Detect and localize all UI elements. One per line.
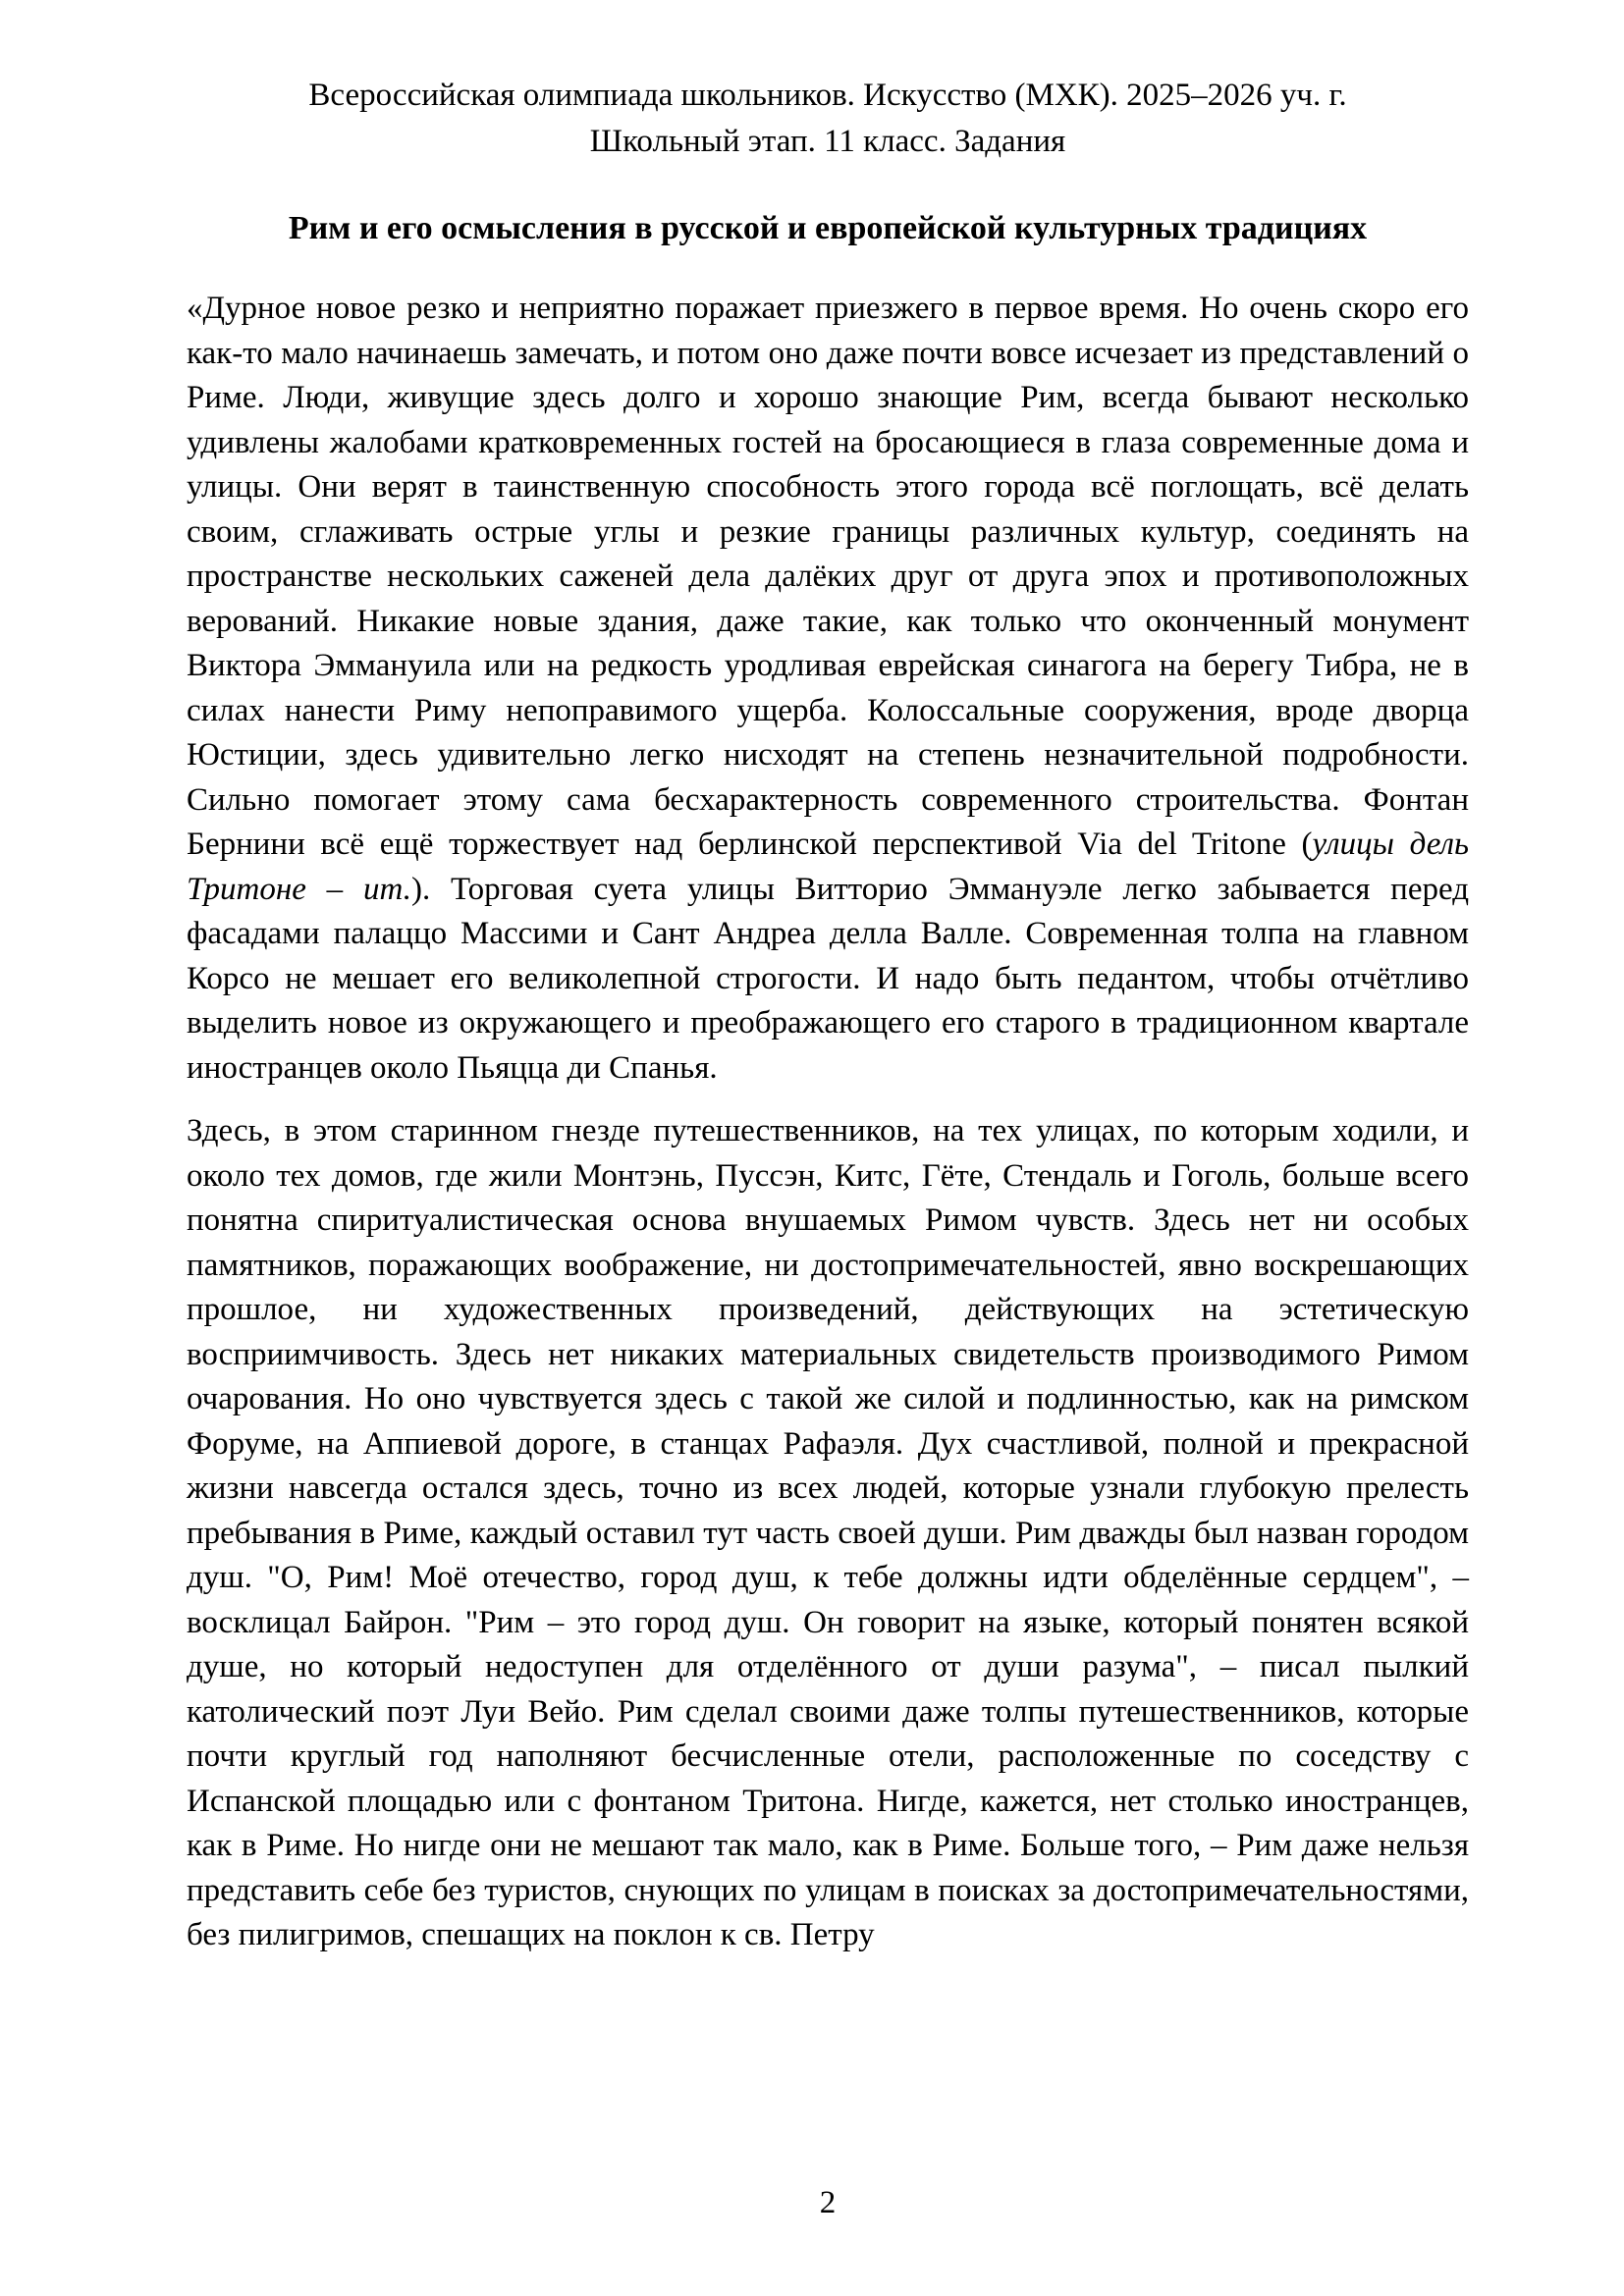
page-title: Рим и его осмысления в русской и европейской культурных традициях [288, 210, 1368, 246]
header-line-1: Всероссийская олимпиада школьников. Искусство (МХК). 2025–2026 уч. г. [308, 78, 1347, 113]
header-line-2: Школьный этап. 11 класс. Задания [589, 124, 1066, 159]
paragraph-1-italic-translation-note: улицы дель Тритоне – ит. [187, 827, 1469, 907]
paragraph-1 [187, 287, 1469, 1091]
paragraph-2 [187, 1109, 1469, 1958]
page-header [187, 73, 1469, 165]
paragraph-1-segment-1: «Дурное новое резко и неприятно поражает приезжего в первое время. Но очень скоро его как-то мало начинаешь замечать, и потом оно даже почти вовсе исчезает из представлений о Риме. Люди, живущие здесь долго и хорошо знающие Рим, всегда бывают несколько удивлены жалобами кратковременных гостей на бросающиеся в глаза современные дома и улицы. Они верят в таинственную способность этого города всё поглощать, всё делать своим, сглаживать острые углы и резкие границы различных культур, соединять на пространстве нескольких саженей дела далёких друг от друга эпох и противоположных верований. Никакие новые здания, даже такие, как только что оконченный монумент Виктора Эммануила или на редкость уродливая еврейская синагога на берегу Тибра, не в силах нанести Риму непоправимого ущерба. Колоссальные сооружения, вроде дворца Юстиции, здесь удивительно легко нисходят на степень незначительной подробности. Сильно помогает этому сама бесхарактерность современного строительства. Фонтан Бернини всё ещё торжествует над берлинской перспективой Via del Tritone ( [187, 291, 1469, 862]
page-content [187, 73, 1469, 1977]
article-text [187, 287, 1469, 1958]
page-number: 2 [819, 2185, 837, 2220]
paragraph-1-segment-3: ). Торговая суета улицы Витторио Эммануэле легко забывается перед фасадами палаццо Массими и Сант Андреа делла Валле. Современная толпа на главном Корсо не мешает его великолепной строгости. И надо быть педантом, чтобы отчётливо выделить новое из окружающего и преображающего его старого в традиционном квартале иностранцев около Пьяцца ди Спанья. [187, 871, 1469, 1086]
paragraph-2-segment-1: Здесь, в этом старинном гнезде путешественников, на тех улицах, по которым ходили, и около тех домов, где жили Монтэнь, Пуссэн, Китс, Гёте, Стендаль и Гоголь, больше всего понятна спиритуалистическая основа внушаемых Римом чувств. Здесь нет ни особых памятников, поражающих воображение, ни достопримечательностей, явно воскрешающих прошлое, ни художественных произведений, действующих на эстетическую восприимчивость. Здесь нет никаких материальных свидетельств производимого Римом очарования. Но оно чувствуется здесь с такой же силой и подлинностью, как на римском Форуме, на Аппиевой дороге, в станцах Рафаэля. Дух счастливой, полной и прекрасной жизни навсегда остался здесь, точно из всех людей, которые узнали глубокую прелесть пребывания в Риме, каждый оставил тут часть своей души. Рим дважды был назван городом душ. "О, Рим! Моё отечество, город душ, к тебе должны идти обделённые сердцем", – восклицал Байрон. "Рим – это город душ. Он говорит на языке, который понятен всякой душе, но который недоступен для отделённого от души разума", – писал пылкий католический поэт Луи Вейо. Рим сделал своими даже толпы путешественников, которые почти круглый год наполняют бесчисленные отели, расположенные по соседству с Испанской площадью или с фонтаном Тритона. Нигде, кажется, нет столько иностранцев, как в Риме. Но нигде они не мешают так мало, как в Риме. Больше того, – Рим даже нельзя представить себе без туристов, снующих по улицам в поисках за достопримечательностями, без пилигримов, спешащих на поклон к св. Петру [187, 1113, 1469, 1952]
